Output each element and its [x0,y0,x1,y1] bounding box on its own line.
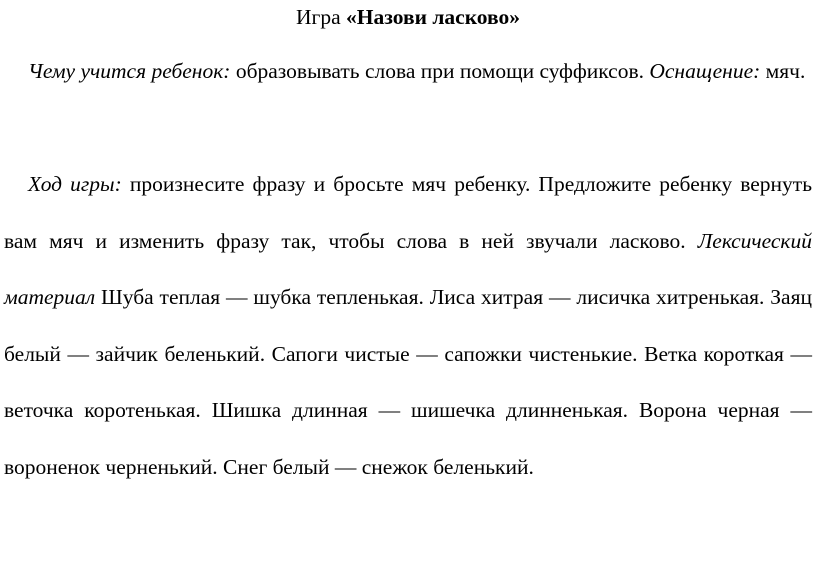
goal-label: Чему учится ребенок: [28,59,231,83]
title-prefix: Игра [296,5,347,29]
goal-paragraph [4,43,812,100]
procedure-paragraph [4,156,812,495]
game-name: «Назови ласково» [346,5,520,29]
page-title [0,4,816,30]
goal-text: образовывать слова при помощи суффиксов. [230,59,644,83]
lexical-label: Лексический материал [4,228,812,309]
equipment-label: Оснащение: [649,59,761,83]
lexical-text: Шуба теплая — шубка тепленькая. Лиса хитрая — лисичка хитренькая. Заяц белый — зайчик беленький. Сапоги чистые — сапожки чистенькие. Ветка короткая — веточка коротенькая. Шишка длинная — шишечка длинненькая. Ворона черная — вороненок черненький. Снег белый — снежок беленький. [4,285,812,479]
equipment-text: мяч. [760,59,806,83]
procedure-label: Ход игры: [28,172,122,196]
procedure-text: произнесите фразу и бросьте мяч ребенку. Предложите ребенку вернуть вам мяч и изменить фразу так, чтобы слова в ней звучали ласково. [4,172,813,253]
